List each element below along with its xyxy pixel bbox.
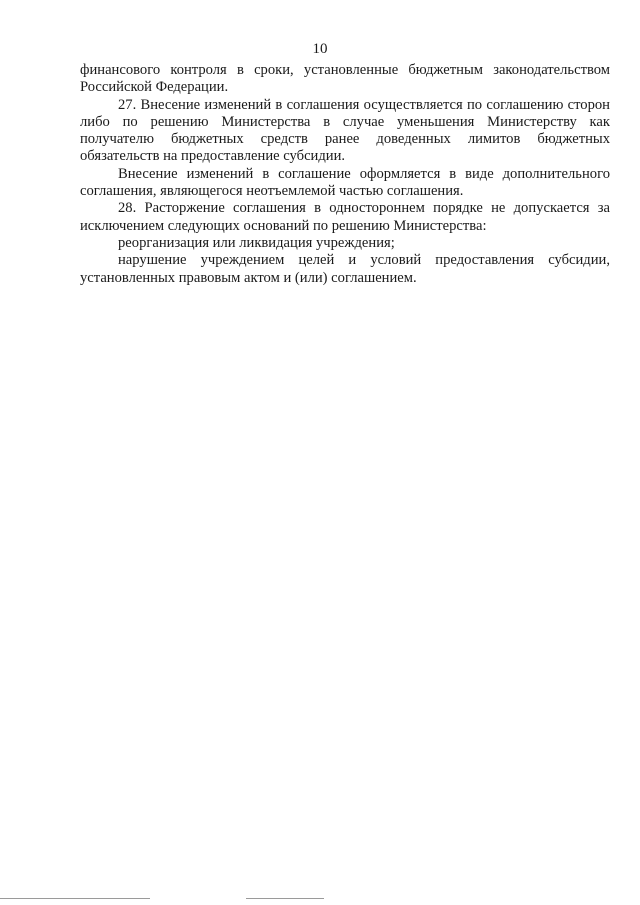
- page-number: 10: [312, 41, 328, 57]
- list-item-violation: нарушение учреждением целей и условий предоставления субсидии, установленных правовым актом и (или) соглашением.: [80, 252, 610, 286]
- paragraph-clause-27: 27. Внесение изменений в соглашения осуществляется по соглашению сторон либо по решению Министерства в случае уменьшения Министерству как получателю бюджетных средств ранее доведенных лимитов бюджетных обязательств на предоставление субсидии.: [80, 96, 610, 165]
- document-body: [80, 62, 610, 287]
- paragraph-amendment-form: Внесение изменений в соглашение оформляется в виде дополнительного соглашения, являющегося неотъемлемой частью соглашения.: [80, 165, 610, 200]
- paragraph-continuation: финансового контроля в сроки, установленные бюджетным законодательством Российской Федерации.: [80, 62, 610, 96]
- list-item-reorganization: реорганизация или ликвидация учреждения;: [118, 234, 395, 251]
- footer-rule-middle: [246, 898, 324, 899]
- paragraph-clause-28: 28. Расторжение соглашения в одностороннем порядке не допускается за исключением следующих оснований по решению Министерства:: [80, 200, 610, 234]
- footer-rule-left: [0, 898, 150, 899]
